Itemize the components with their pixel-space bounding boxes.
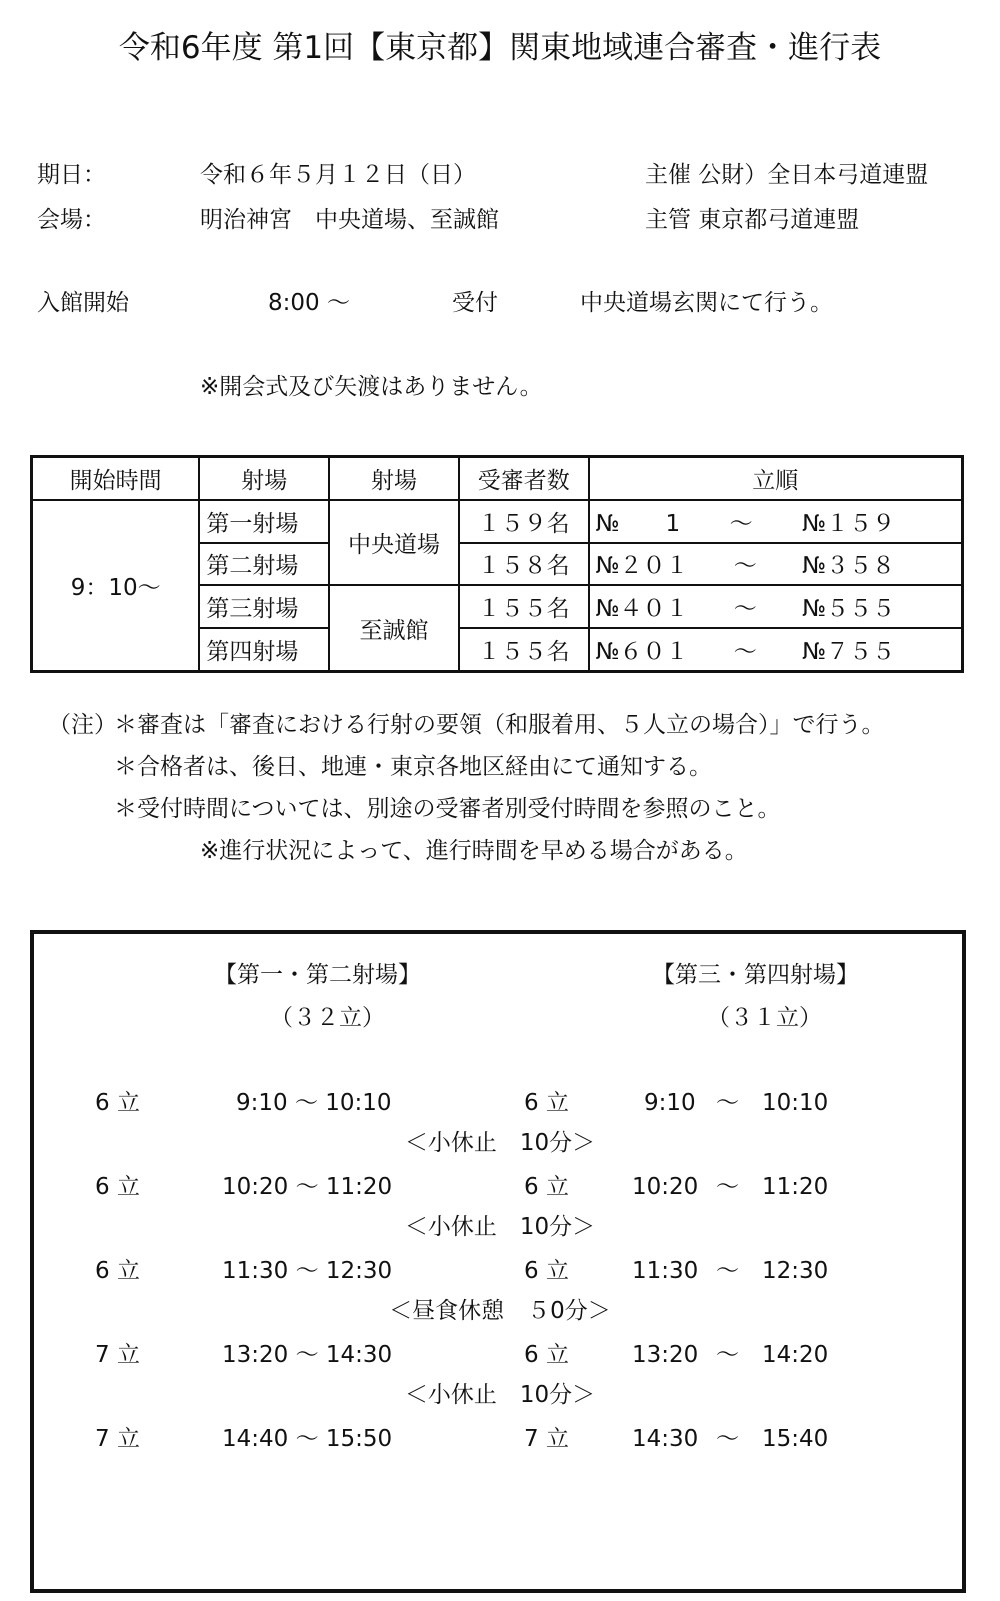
right-start: 11:30 <box>632 1258 699 1284</box>
order-tilde: ～ <box>733 553 757 580</box>
header-order: 立順 <box>589 457 963 500</box>
range-cell: 第三射場 <box>199 585 329 628</box>
entry-label: 入館開始 <box>37 290 129 316</box>
right-end: 15:40 <box>762 1426 829 1452</box>
right-tilde: ～ <box>716 1174 739 1200</box>
break-label: ＜小休止 10分＞ <box>404 1214 596 1240</box>
right-end: 14:20 <box>762 1342 829 1368</box>
venue-label: 会場： <box>37 207 106 233</box>
entry-time: 8:00 ～ <box>268 290 350 316</box>
order-tilde: ～ <box>729 510 753 537</box>
page-title: 令和6年度 第1回【東京都】関東地域連合審査・進行表 <box>118 30 882 66</box>
hall-cell-shiseikan: 至誠館 <box>329 585 459 671</box>
note-item: ＊審査は「審査における行射の要領（和服着用、５人立の場合）」で行う。 <box>114 712 885 738</box>
left-count: 6 立 <box>95 1090 140 1116</box>
reception-value: 中央道場玄関にて行う。 <box>580 290 833 316</box>
note-item: ＊合格者は、後日、地連・東京各地区経由にて通知する。 <box>114 754 712 780</box>
right-tilde: ～ <box>716 1258 739 1284</box>
right-count: 6 立 <box>524 1174 569 1200</box>
organizer-text: 主管 東京都弓道連盟 <box>645 207 860 233</box>
schedule-left-title: 【第一・第二射場】 <box>214 962 421 988</box>
notes-label: （注） <box>48 712 117 738</box>
right-tilde: ～ <box>716 1090 739 1116</box>
reception-label: 受付 <box>452 290 498 316</box>
table-header-row <box>32 457 963 500</box>
left-count: 7 立 <box>95 1426 140 1452</box>
date-label: 期日： <box>37 162 106 188</box>
count-cell: １５５名 <box>459 585 589 628</box>
right-start: 14:30 <box>632 1426 699 1452</box>
order-to: №５５５ <box>802 596 895 623</box>
range-cell: 第一射場 <box>199 500 329 543</box>
note-item: ＊受付時間については、別途の受審者別受付時間を参照のこと。 <box>114 796 781 822</box>
left-time: 14:40 ～ 15:50 <box>222 1426 393 1452</box>
schedule-right-sub: （３１立） <box>707 1005 822 1031</box>
order-to: №３５８ <box>802 553 895 580</box>
schedule-right-title: 【第三・第四射場】 <box>652 962 859 988</box>
order-cell <box>589 628 963 671</box>
ceremony-notice: ※開会式及び矢渡はありません。 <box>200 374 543 400</box>
right-count: 6 立 <box>524 1342 569 1368</box>
right-count: 6 立 <box>524 1090 569 1116</box>
right-count: 7 立 <box>524 1426 569 1452</box>
schedule-left-sub: （３２立） <box>270 1005 385 1031</box>
right-end: 12:30 <box>762 1258 829 1284</box>
order-from: №６０１ <box>595 639 689 666</box>
order-from: № 1 <box>595 510 681 537</box>
range-cell: 第四射場 <box>199 628 329 671</box>
order-cell <box>589 543 963 586</box>
left-time: 10:20 ～ 11:20 <box>222 1174 393 1200</box>
note-item: ※進行状況によって、進行時間を早める場合がある。 <box>200 838 748 864</box>
lunch-break-label: ＜昼食休憩 ５0分＞ <box>389 1298 611 1324</box>
left-time: 13:20 ～ 14:30 <box>222 1342 393 1368</box>
break-label: ＜小休止 10分＞ <box>404 1382 596 1408</box>
left-time: 9:10 ～ 10:10 <box>236 1090 392 1116</box>
right-start: 9:10 <box>644 1090 696 1116</box>
order-tilde: ～ <box>733 639 757 666</box>
left-time: 11:30 ～ 12:30 <box>222 1258 393 1284</box>
exam-table <box>30 455 964 673</box>
order-cell <box>589 500 963 543</box>
header-count: 受審者数 <box>459 457 589 500</box>
venue-value: 明治神宮 中央道場、至誠館 <box>200 207 499 233</box>
table-row <box>32 500 963 543</box>
order-from: №２０１ <box>595 553 689 580</box>
header-hall: 射場 <box>329 457 459 500</box>
break-label: ＜小休止 10分＞ <box>404 1130 596 1156</box>
right-count: 6 立 <box>524 1258 569 1284</box>
right-tilde: ～ <box>716 1342 739 1368</box>
header-range: 射場 <box>199 457 329 500</box>
left-count: 6 立 <box>95 1174 140 1200</box>
left-count: 7 立 <box>95 1342 140 1368</box>
right-start: 13:20 <box>632 1342 699 1368</box>
date-value: 令和６年５月１２日（日） <box>200 162 476 188</box>
start-time-cell: 9：10～ <box>32 500 200 672</box>
right-tilde: ～ <box>716 1426 739 1452</box>
order-tilde: ～ <box>733 596 757 623</box>
count-cell: １５９名 <box>459 500 589 543</box>
right-end: 10:10 <box>762 1090 829 1116</box>
range-cell: 第二射場 <box>199 543 329 586</box>
hall-cell-central: 中央道場 <box>329 500 459 586</box>
count-cell: １５５名 <box>459 628 589 671</box>
right-start: 10:20 <box>632 1174 699 1200</box>
header-start-time: 開始時間 <box>32 457 200 500</box>
right-end: 11:20 <box>762 1174 829 1200</box>
order-to: №７５５ <box>802 639 895 666</box>
order-to: №１５９ <box>802 510 895 537</box>
order-from: №４０１ <box>595 596 689 623</box>
count-cell: １５８名 <box>459 543 589 586</box>
host-text: 主催 公財）全日本弓道連盟 <box>645 162 929 188</box>
order-cell <box>589 585 963 628</box>
left-count: 6 立 <box>95 1258 140 1284</box>
